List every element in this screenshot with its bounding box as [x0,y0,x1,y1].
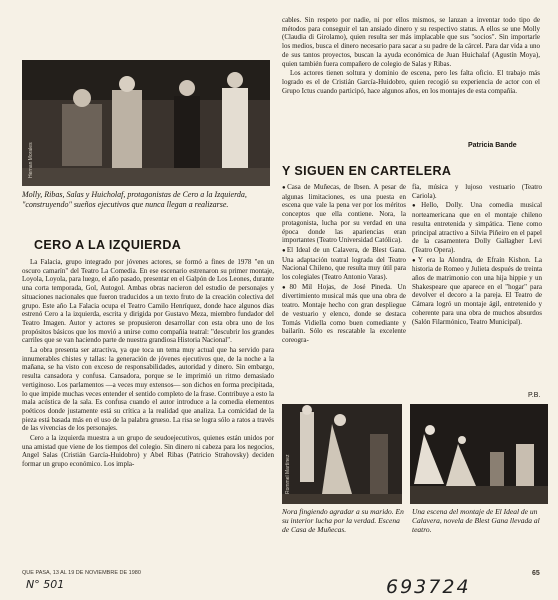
ideal-calavera-illustration [410,404,548,504]
listing-entry: ● 80 Mil Hojas, de José Pineda. Un divertimiento musical más que una obra de teatro. Montaje hecho con gran despliegue de vestuario y elenco, donde se destaca Tomás Vidiella como buen comediante y bailarín. Sólo es rescatable la excelente coreogra- [282,283,406,345]
casa-munecas-photo [282,404,402,504]
listing-entry: ● Hello, Dolly. Una comedia musical norteamericana que en el montaje chileno resulta entretenida y simpática. Tiene como principal atractivo a Silvia Piñeiro en el papel de la casamentera Dolly Gallagher Levi (Teatro Opera). [412,201,542,254]
article-body [22,258,274,550]
photo-credit: Rommel Martínez [285,454,291,494]
listing-entry: fía, música y lujoso vestuario (Teatro Cariola). [412,183,542,200]
ideal-calavera-caption: Una escena del montaje de El Ideal de un Calavera, novela de Blest Gana llevada al teatro. [412,507,540,534]
listings-title: Y SIGUEN EN CARTELERA [282,164,452,178]
ideal-calavera-photo [410,404,548,504]
listings-column-1 [282,183,406,429]
article-paragraph: Cero a la izquierda muestra a un grupo de seudoejecutivos, quienes están unidos por una amistad que viene de los tiempos del colegio. Sin dinero ni cabeza para los negocios, Angel Salas (Cristián García-Huidobro) y Abel Ribas (Patricio Strahovsky) deciden formar un grupo económico. Los impla- [22,434,274,469]
listings-column-2 [412,183,542,391]
photo-caption: Molly, Ribas, Salas y Huicholaf, protagonistas de Cero a la Izquierda, "construyendo" sueños ejecutivos que nunca llegan a realizarse. [22,190,247,209]
listings-signature: P.B. [528,392,541,399]
footer-issue: QUE PASA, 13 AL 19 DE NOVIEMBRE DE 1980 [22,570,141,576]
article-continuation [282,16,540,140]
casa-munecas-caption: Nora fingiendo agradar a su marido. En su interior lucha por la verdad. Escena de Casa de Muñecas. [282,507,404,534]
article-title: CERO A LA IZQUIERDA [34,238,182,252]
listing-entry: ● El Ideal de un Calavera, de Blest Gana. Una adaptación teatral lograda del Teatro Nacional Chileno, que resulta muy útil para los colegiales (Teatro Antonio Varas). [282,246,406,282]
author-signature: Patricia Bande [468,142,517,149]
article-paragraph: Los actores tienen soltura y dominio de escena, pero les falta oficio. El trabajo más logrado es el de Cristián García-Huidobro, quien recogió su experiencia de actor con el Grupo Ictus cuando participó, hace algunos años, en los montajes de esta compañía. [282,69,540,95]
listing-entry: ● Y era la Alondra, de Efraín Kishon. La historia de Romeo y Julieta después de treinta años de matrimonio con una hija hippie y un Shakespeare que aparece en el "hogar" para devolver el decoro a la pareja. El Teatro de Cámara logró un montaje ágil, entretenido y coherente para una obra de muchos absurdos (Salón Filarmónico, Teatro Municipal). [412,256,542,327]
page-number: 65 [532,570,540,577]
article-paragraph: La Falacia, grupo integrado por jóvenes actores, se formó a fines de 1978 "en un oscuro camarín" del Teatro La Comedia. En ese escenario estrenaron su primer montaje, Loyola, Loyola, para luego, el año pasado, presentar en el Galpón de Los Leones, durante una corta temporada, Gol, Autogol. Ambas obras nacieron del estudio de personajes y situaciones nacionales que fueron traducidos a un texto fruto de la creación colectiva del grupo. Este año La Falacia ocupa el Teatro Camilo Henríquez, donde hace algunos días estrenó Cero a la izquierda, escrita y dirigida por Gustavo Meza, miembro fundador del Teatro Imagen. Autor y actores se propusieron desarrollar con esta obra uno de los propósitos básicos que los movió a unirse como compañía teatral: "descubrir los grandes carriles que se van haciendo parte de nuestra grandiosa Historia Nacional". [22,258,274,345]
article-paragraph: La obra presenta ser atractiva, ya que toca un tema muy actual que ha servido para innumerables chistes y tallas: la generación de jóvenes ejecutivos que, de la noche a la mañana, se ha visto con exceso de responsabilidades, autoridad y dinero. Sin embargo, resulta cansadora y confusa. Cansadora, porque se le imprimió un ritmo demasiado vertiginoso. Los parlamentos —a veces muy extensos— son dichos en forma precipitada, lo que impide muchas veces entender el sentido completo de la frase. Contribuye a esto la mala acústica de la sala. Es confusa cuando el autor introduce a la comedia elementos poéticos donde justamente está su crítica a la realidad que analiza. La comicidad de la pieza está basada más en el uso de la palabra grueso. La risa se logra sólo a ratos a través de las vivencias de los personajes. [22,346,274,433]
handwritten-issue: N° 501 [26,578,65,591]
cast-photo [22,60,270,186]
listing-entry: ● Casa de Muñecas, de Ibsen. A pesar de algunas limitaciones, es una puesta en escena que vale la pena ver por los méritos conceptos que ella contiene. Nora, la protagonista, lucha por su verdad en una época donde las apariencias eran importantes (Teatro Universidad Católica). [282,183,406,245]
cast-photo-illustration [22,60,270,186]
photo-credit: Hernan Morales [28,142,34,178]
article-paragraph: cables. Sin respeto por nadie, ni por ellos mismos, se lanzan a inventar todo tipo de métodos para conseguir el tan ansiado dinero y su respectivo status. A ellos se une Molly (Claudia di Girolamo), quien resulta ser más implacable que sus "socios". Sin importarle los medios, busca el dinero necesario para sacar a su padre de la cárcel. Para dar vida a uno de sus tantos proyectos, buscan la ayuda económica de Juan Huichalaf (Agustín Moya), quien también fuera compañero de colegio de Salas y Ribas. [282,16,540,68]
casa-munecas-illustration [282,404,402,504]
handwritten-catalog: 693724 [386,576,471,598]
